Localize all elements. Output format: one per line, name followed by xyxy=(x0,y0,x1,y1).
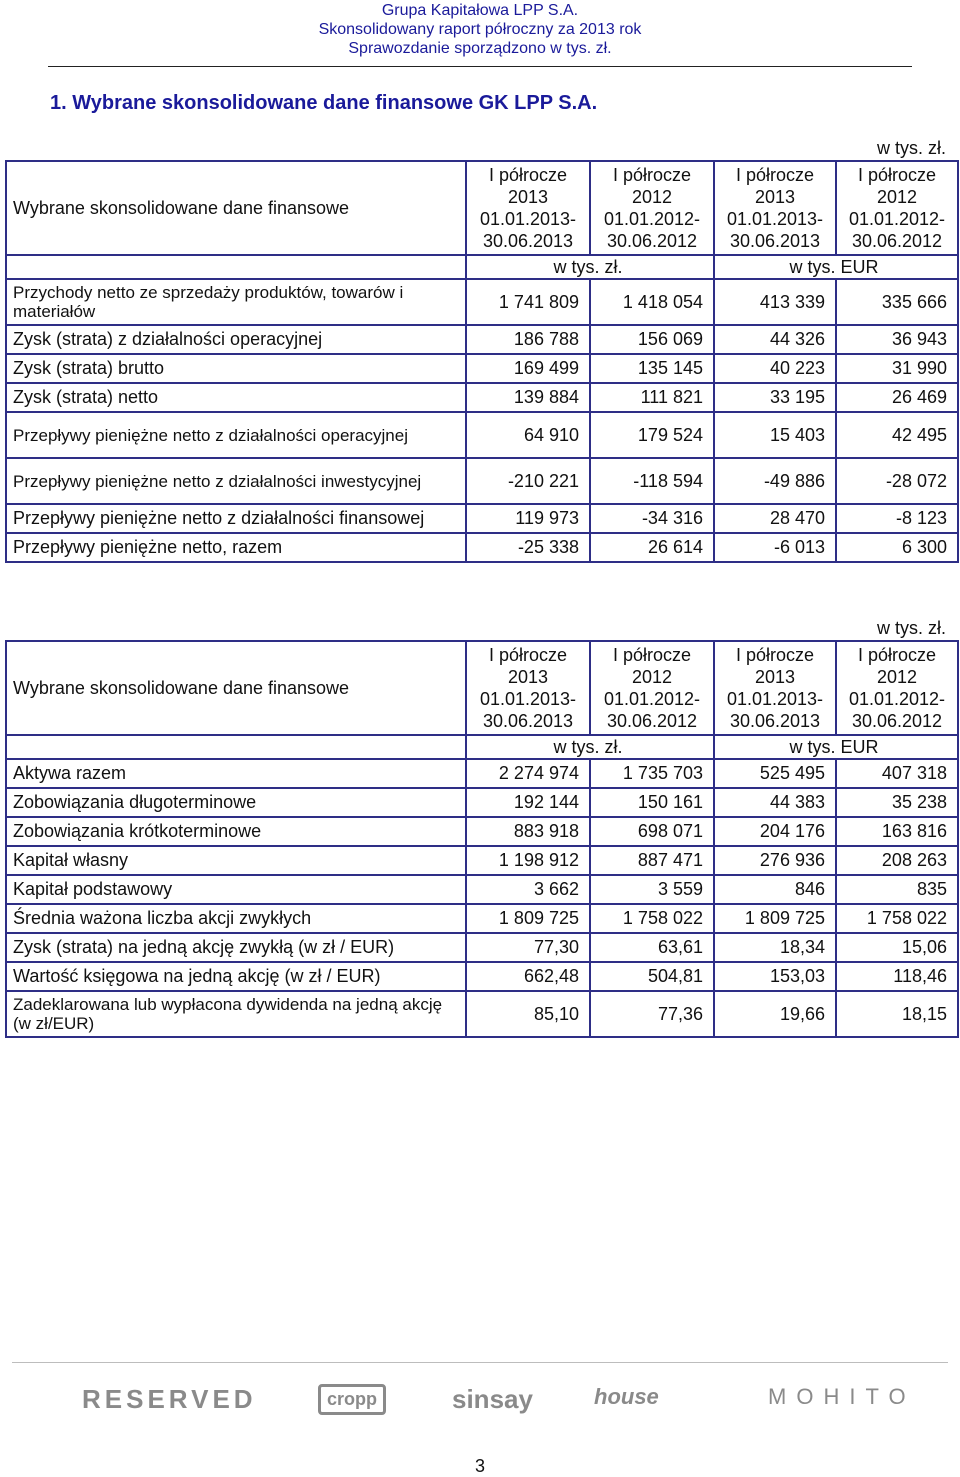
row-label: Przepływy pieniężne netto, razem xyxy=(6,533,466,562)
period-header-line: 30.06.2012 xyxy=(606,231,698,251)
period-header-line: 30.06.2013 xyxy=(729,711,821,731)
row-label: Zysk (strata) na jedną akcję zwykłą (w zł / EUR) xyxy=(6,933,466,962)
table-row xyxy=(6,533,958,562)
row-value: 407 318 xyxy=(836,759,958,788)
row-value: 18,15 xyxy=(836,991,958,1037)
row-value: 3 559 xyxy=(590,875,714,904)
period-header-line: 30.06.2012 xyxy=(851,231,943,251)
row-value: 413 339 xyxy=(714,279,836,325)
period-header-line: I półrocze xyxy=(612,645,692,665)
brand-logo-sinsay: sinsay xyxy=(452,1384,533,1414)
row-label: Przepływy pieniężne netto z działalności finansowej xyxy=(6,504,466,533)
table-row xyxy=(6,412,958,458)
row-value: -49 886 xyxy=(714,458,836,504)
period-header-line: 01.01.2012- xyxy=(603,209,701,229)
table-row xyxy=(6,788,958,817)
row-label: Kapitał własny xyxy=(6,846,466,875)
unit-pln: w tys. zł. xyxy=(466,255,714,279)
row-value: 1 198 912 xyxy=(466,846,590,875)
row-value: 1 418 054 xyxy=(590,279,714,325)
row-value: 2 274 974 xyxy=(466,759,590,788)
row-label: Wartość księgowa na jedną akcję (w zł / EUR) xyxy=(6,962,466,991)
row-value: 1 741 809 xyxy=(466,279,590,325)
row-value: 156 069 xyxy=(590,325,714,354)
unit-row-empty xyxy=(6,255,466,279)
header-divider xyxy=(48,66,912,67)
row-value: 15,06 xyxy=(836,933,958,962)
period-header-line: 30.06.2012 xyxy=(606,711,698,731)
row-value: 883 918 xyxy=(466,817,590,846)
unit-row xyxy=(6,735,958,759)
row-value: 208 263 xyxy=(836,846,958,875)
row-value: 186 788 xyxy=(466,325,590,354)
period-header-line: I półrocze xyxy=(488,165,568,185)
table-row xyxy=(6,962,958,991)
period-header xyxy=(466,161,590,255)
unit-pln: w tys. zł. xyxy=(466,735,714,759)
row-value: 118,46 xyxy=(836,962,958,991)
unit-eur: w tys. EUR xyxy=(714,255,958,279)
row-value: 1 758 022 xyxy=(836,904,958,933)
row-value: 1 809 725 xyxy=(714,904,836,933)
header-row xyxy=(6,641,958,735)
period-header-line: 2012 xyxy=(631,667,673,687)
brand-logo-mohito: MOHITO xyxy=(768,1384,916,1409)
table-row xyxy=(6,354,958,383)
table-row xyxy=(6,383,958,412)
period-header-line: I półrocze xyxy=(857,165,937,185)
period-header xyxy=(714,641,836,735)
table-row xyxy=(6,504,958,533)
row-value: 887 471 xyxy=(590,846,714,875)
balance-sheet-table xyxy=(5,640,959,1038)
row-value: 698 071 xyxy=(590,817,714,846)
report-name: Skonsolidowany raport półroczny za 2013 rok xyxy=(318,21,642,38)
period-header-line: 2012 xyxy=(876,187,918,207)
label-header: Wybrane skonsolidowane dane finansowe xyxy=(6,161,466,255)
label-header: Wybrane skonsolidowane dane finansowe xyxy=(6,641,466,735)
row-value: 28 470 xyxy=(714,504,836,533)
brand-logo-cropp: cropp xyxy=(318,1384,386,1415)
period-header-line: 01.01.2013- xyxy=(726,209,824,229)
period-header-line: 2012 xyxy=(631,187,673,207)
period-header-line: I półrocze xyxy=(488,645,568,665)
table-row xyxy=(6,817,958,846)
row-value: 139 884 xyxy=(466,383,590,412)
period-header-line: 01.01.2013- xyxy=(479,689,577,709)
table-row xyxy=(6,279,958,325)
period-header-line: 2013 xyxy=(507,667,549,687)
row-value: 26 614 xyxy=(590,533,714,562)
row-value: 135 145 xyxy=(590,354,714,383)
period-header xyxy=(590,641,714,735)
period-header xyxy=(714,161,836,255)
table-row xyxy=(6,904,958,933)
row-value: 276 936 xyxy=(714,846,836,875)
row-value: 835 xyxy=(836,875,958,904)
period-header xyxy=(590,161,714,255)
row-label: Zadeklarowana lub wypłacona dywidenda na jedną akcję (w zł/EUR) xyxy=(6,991,466,1037)
row-value: 18,34 xyxy=(714,933,836,962)
row-value: 44 326 xyxy=(714,325,836,354)
row-value: 504,81 xyxy=(590,962,714,991)
period-header-line: 2013 xyxy=(754,187,796,207)
unit-row-empty xyxy=(6,735,466,759)
period-header-line: 01.01.2013- xyxy=(726,689,824,709)
row-label: Przychody netto ze sprzedaży produktów, towarów i materiałów xyxy=(6,279,466,325)
row-value: 204 176 xyxy=(714,817,836,846)
row-label: Aktywa razem xyxy=(6,759,466,788)
row-label: Średnia ważona liczba akcji zwykłych xyxy=(6,904,466,933)
row-value: -6 013 xyxy=(714,533,836,562)
row-value: 35 238 xyxy=(836,788,958,817)
row-value: 111 821 xyxy=(590,383,714,412)
period-header xyxy=(836,161,958,255)
period-header-line: 2013 xyxy=(507,187,549,207)
period-header-line: I półrocze xyxy=(735,165,815,185)
period-header xyxy=(466,641,590,735)
row-value: 42 495 xyxy=(836,412,958,458)
row-label: Kapitał podstawowy xyxy=(6,875,466,904)
row-value: 40 223 xyxy=(714,354,836,383)
row-value: 163 816 xyxy=(836,817,958,846)
row-value: 192 144 xyxy=(466,788,590,817)
row-value: -210 221 xyxy=(466,458,590,504)
row-value: 85,10 xyxy=(466,991,590,1037)
row-value: -34 316 xyxy=(590,504,714,533)
period-header xyxy=(836,641,958,735)
brand-logo-reserved: RESERVED xyxy=(82,1384,257,1414)
row-value: 1 758 022 xyxy=(590,904,714,933)
period-header-line: I półrocze xyxy=(857,645,937,665)
row-value: 1 809 725 xyxy=(466,904,590,933)
table-row xyxy=(6,458,958,504)
table-row xyxy=(6,846,958,875)
page-number: 3 xyxy=(474,1456,485,1476)
table2-unit-note: w tys. zł. xyxy=(876,618,946,638)
table-row xyxy=(6,875,958,904)
period-header-line: 01.01.2013- xyxy=(479,209,577,229)
period-header-line: I półrocze xyxy=(735,645,815,665)
table-row xyxy=(6,325,958,354)
row-value: 33 195 xyxy=(714,383,836,412)
row-label: Przepływy pieniężne netto z działalności operacyjnej xyxy=(6,412,466,458)
row-value: 77,30 xyxy=(466,933,590,962)
row-value: 77,36 xyxy=(590,991,714,1037)
unit-row xyxy=(6,255,958,279)
row-label: Zysk (strata) brutto xyxy=(6,354,466,383)
row-value: -25 338 xyxy=(466,533,590,562)
table-row xyxy=(6,759,958,788)
row-label: Przepływy pieniężne netto z działalności inwestycyjnej xyxy=(6,458,466,504)
row-value: 179 524 xyxy=(590,412,714,458)
row-value: 846 xyxy=(714,875,836,904)
period-header-line: 30.06.2012 xyxy=(851,711,943,731)
header-row xyxy=(6,161,958,255)
row-value: 64 910 xyxy=(466,412,590,458)
row-value: 169 499 xyxy=(466,354,590,383)
row-value: 44 383 xyxy=(714,788,836,817)
period-header-line: 30.06.2013 xyxy=(482,231,574,251)
row-value: 63,61 xyxy=(590,933,714,962)
table-row xyxy=(6,991,958,1037)
row-value: 1 735 703 xyxy=(590,759,714,788)
row-value: 119 973 xyxy=(466,504,590,533)
row-value: 335 666 xyxy=(836,279,958,325)
period-header-line: 01.01.2012- xyxy=(603,689,701,709)
period-header-line: 2012 xyxy=(876,667,918,687)
unit-note: Sprawozdanie sporządzono w tys. zł. xyxy=(348,40,612,57)
row-value: 3 662 xyxy=(466,875,590,904)
row-value: -8 123 xyxy=(836,504,958,533)
row-label: Zobowiązania krótkoterminowe xyxy=(6,817,466,846)
row-value: -28 072 xyxy=(836,458,958,504)
brand-logos-divider xyxy=(12,1362,948,1363)
section-title: 1. Wybrane skonsolidowane dane finansowe GK LPP S.A. xyxy=(50,92,598,114)
period-header-line: 01.01.2012- xyxy=(848,209,946,229)
brand-logo-house: house xyxy=(594,1384,659,1409)
period-header-line: 30.06.2013 xyxy=(729,231,821,251)
row-value: 662,48 xyxy=(466,962,590,991)
income-cashflow-table xyxy=(5,160,959,563)
row-label: Zysk (strata) z działalności operacyjnej xyxy=(6,325,466,354)
row-value: 36 943 xyxy=(836,325,958,354)
period-header-line: I półrocze xyxy=(612,165,692,185)
company-name: Grupa Kapitałowa LPP S.A. xyxy=(381,2,579,19)
row-label: Zobowiązania długoterminowe xyxy=(6,788,466,817)
row-value: 6 300 xyxy=(836,533,958,562)
table1-unit-note: w tys. zł. xyxy=(876,138,946,158)
period-header-line: 30.06.2013 xyxy=(482,711,574,731)
row-value: -118 594 xyxy=(590,458,714,504)
row-label: Zysk (strata) netto xyxy=(6,383,466,412)
row-value: 525 495 xyxy=(714,759,836,788)
document-header xyxy=(0,0,960,58)
period-header-line: 2013 xyxy=(754,667,796,687)
row-value: 150 161 xyxy=(590,788,714,817)
row-value: 31 990 xyxy=(836,354,958,383)
row-value: 15 403 xyxy=(714,412,836,458)
table-row xyxy=(6,933,958,962)
unit-eur: w tys. EUR xyxy=(714,735,958,759)
row-value: 153,03 xyxy=(714,962,836,991)
period-header-line: 01.01.2012- xyxy=(848,689,946,709)
row-value: 19,66 xyxy=(714,991,836,1037)
row-value: 26 469 xyxy=(836,383,958,412)
